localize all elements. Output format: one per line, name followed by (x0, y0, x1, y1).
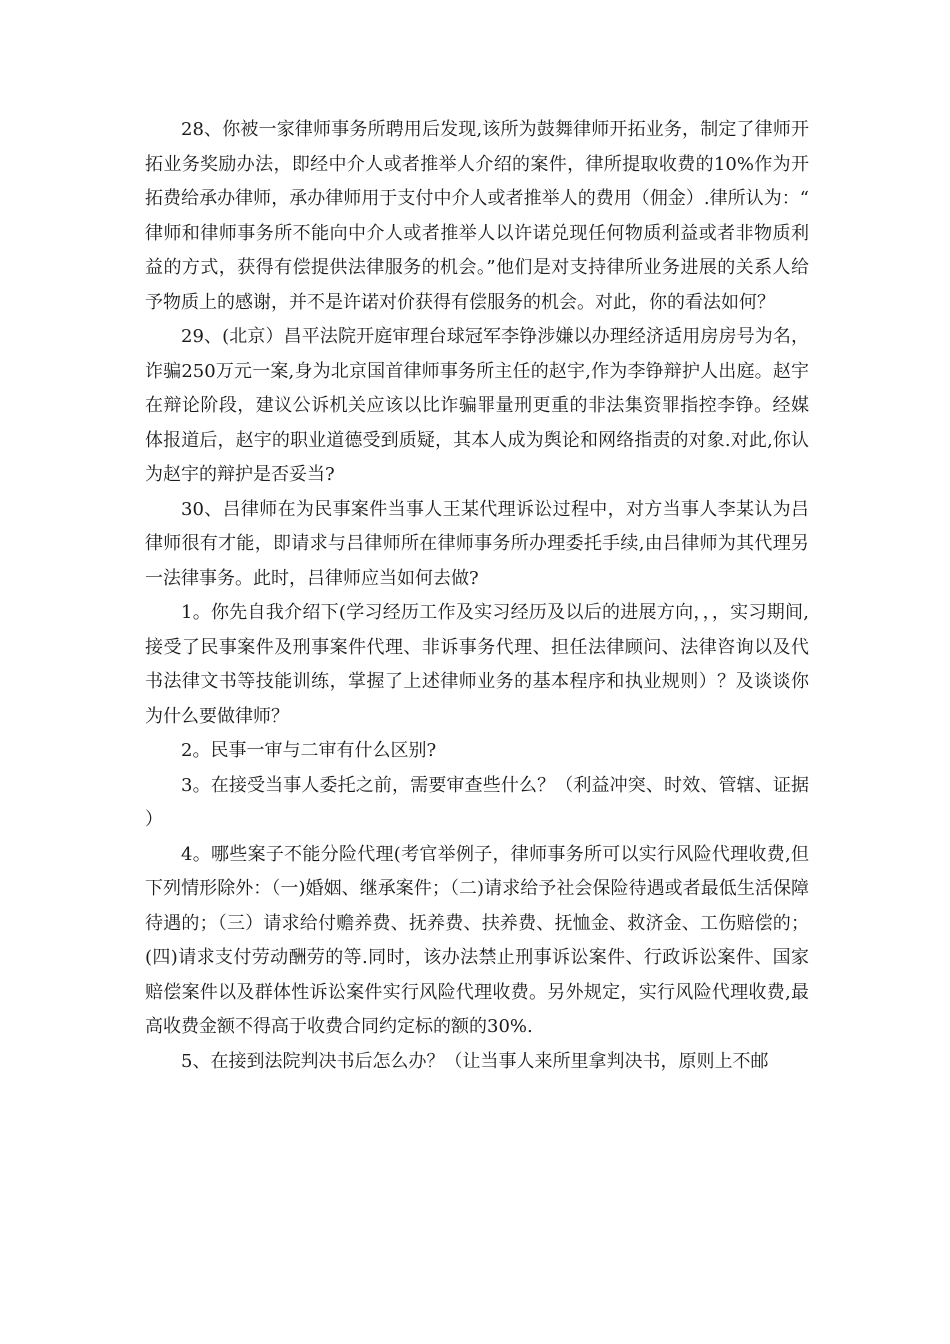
question-28-paragraph: 28、你被一家律师事务所聘用后发现,该所为鼓舞律师开拓业务，制定了律师开拓业务奖励办法，即经中介人或者推举人介绍的案件，律所提取收费的10%作为开拓费给承办律师，承办律师用于支付中介人或者推举人的费用（佣金）.律所认为：“律师和律师事务所不能向中介人或者推举人以许诺兑现任何物质利益或者非物质利益的方式，获得有偿提供法律服务的机会。”他们是对支持律所业务进展的关系人给予物质上的感谢，并不是许诺对价获得有偿服务的机会。对此，你的看法如何？ (145, 119, 809, 313)
interview-question-3-paragraph: 3。在接受当事人委托之前，需要审查些什么？（利益冲突、时效、管辖、证据） (145, 774, 809, 830)
interview-question-2-paragraph: 2。民事一审与二审有什么区别? (181, 740, 437, 761)
interview-question-5-paragraph: 5、在接到法院判决书后怎么办？（让当事人来所里拿判决书，原则上不邮 (181, 1050, 769, 1072)
interview-question-1-paragraph: 1。你先自我介绍下(学习经历工作及实习经历及以后的进展方向，，，实习期间,接受了民事案件及刑事案件代理、非诉事务代理、担任法律顾问、法律咨询以及代书法律文书等技能训练，掌握了上述律师业务的基本程序和执业规则）？及谈谈你为什么要做律师？ (145, 602, 809, 727)
document-body (145, 113, 809, 1079)
interview-question-4-paragraph: 4。哪些案子不能分险代理(考官举例子，律师事务所可以实行风险代理收费,但下列情形除外：（一)婚姻、继承案件；（二)请求给予社会保险待遇或者最低生活保障待遇的；（三）请求给付赡养费、抚养费、扶养费、抚恤金、救济金、工伤赔偿的；(四)请求支付劳动酬劳的等.同时，该办法禁止刑事诉讼案件、行政诉讼案件、国家赔偿案件以及群体性诉讼案件实行风险代理收费。另外规定，实行风险代理收费,最高收费金额不得高于收费合同约定标的额的30%. (145, 843, 809, 1037)
question-29-paragraph: 29、(北京）昌平法院开庭审理台球冠军李铮涉嫌以办理经济适用房房号为名，诈骗250万元一案,身为北京国首律师事务所主任的赵宇,作为李铮辩护人出庭。赵宇在辩论阶段，建议公诉机关应该以比诈骗罪量刑更重的非法集资罪指控李铮。经媒体报道后，赵宇的职业道德受到质疑，其本人成为舆论和网络指责的对象.对此,你认为赵宇的辩护是否妥当? (145, 326, 809, 485)
question-30-paragraph: 30、吕律师在为民事案件当事人王某代理诉讼过程中，对方当事人李某认为吕律师很有才能，即请求与吕律师所在律师事务所办理委托手续,由吕律师为其代理另一法律事务。此时，吕律师应当如何去做? (145, 498, 809, 589)
